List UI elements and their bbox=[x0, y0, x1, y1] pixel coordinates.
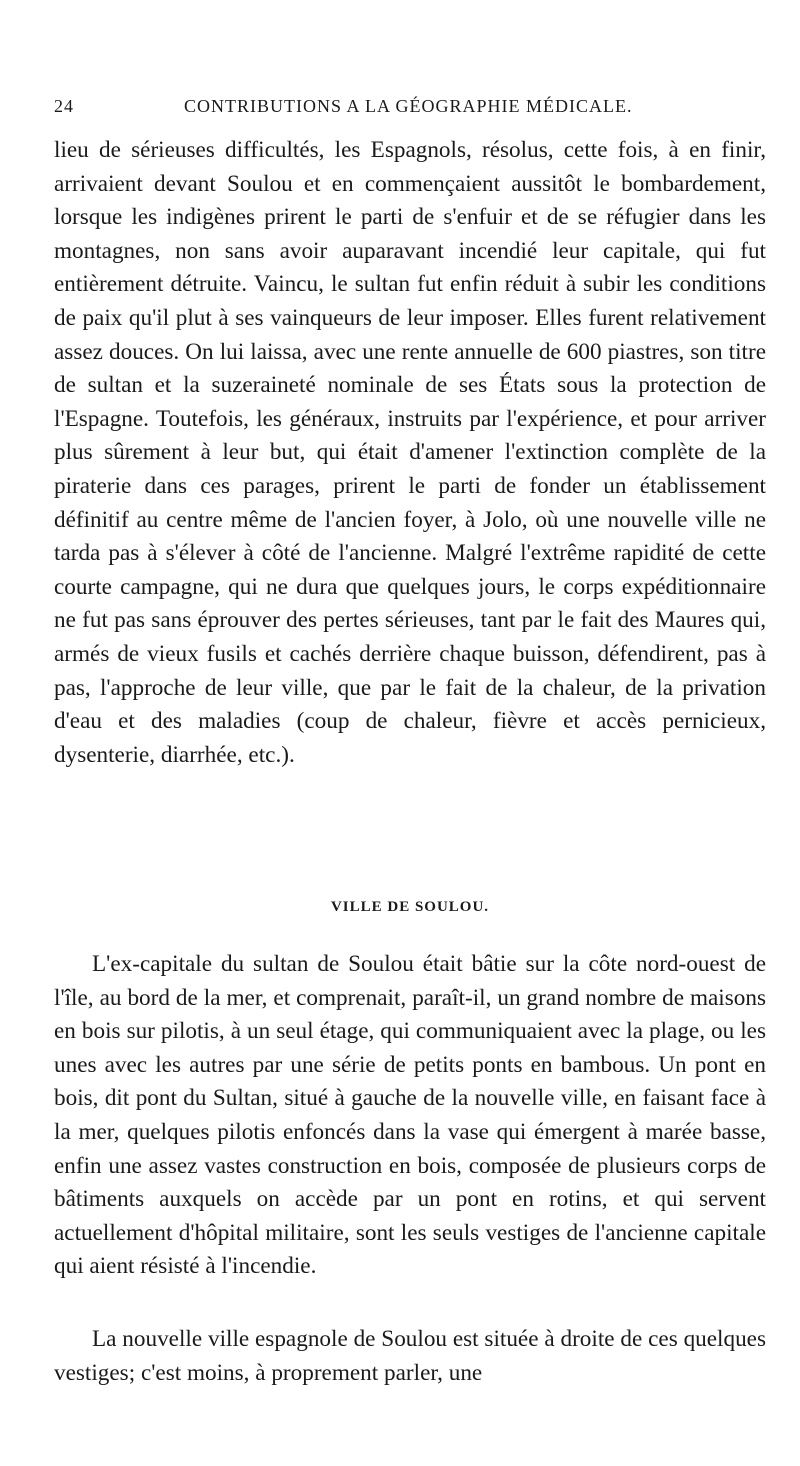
page-number: 24 bbox=[54, 96, 74, 116]
paragraph-continued: lieu de sérieuses difficultés, les Espagnols, résolus, cette fois, à en finir, arrivaient devant Soulou et en commençaient aussitôt le bombardement, lorsque les indigènes prirent le parti de s'enfuir et de se réfugier dans les montagnes, non sans avoir auparavant incendié leur capitale, qui fut entièrement détruite. Vaincu, le sultan fut enfin réduit à subir les conditions de paix qu'il plut à ses vainqueurs de leur imposer. Elles furent relativement assez douces. On lui laissa, avec une rente annuelle de 600 piastres, son titre de sultan et la suzeraineté nominale de ses États sous la protection de l'Espagne. Toutefois, les généraux, instruits par l'expérience, et pour arriver plus sûrement à leur but, qui était d'amener l'extinction complète de la piraterie dans ces parages, prirent le parti de fonder un établissement définitif au centre même de l'ancien foyer, à Jolo, où une nouvelle ville ne tarda pas à s'élever à côté de l'ancienne. Malgré l'extrême rapidité de cette courte campagne, qui ne dura que quelques jours, le corps expéditionnaire ne fut pas sans éprouver des pertes sérieuses, tant par le fait des Maures qui, armés de vieux fusils et cachés derrière chaque buisson, défendirent, pas à pas, l'approche de leur ville, que par le fait de la chaleur, de la privation d'eau et des maladies (coup de chaleur, fièvre et accès pernicieux, dysenterie, diarrhée, etc.). bbox=[54, 137, 766, 768]
book-page bbox=[54, 0, 766, 1466]
page-header bbox=[54, 96, 766, 128]
paragraph-nouvelle-ville: La nouvelle ville espagnole de Soulou est située à droite de ces quelques vestiges; c'est moins, à proprement parler, une bbox=[54, 1326, 766, 1386]
section-heading: VILLE DE SOULOU. bbox=[330, 899, 490, 915]
paragraph-ex-capitale: L'ex-capitale du sultan de Soulou était bâtie sur la côte nord-ouest de l'île, au bord de la mer, et comprenait, paraît-il, un grand nombre de maisons en bois sur pilotis, à un seul étage, qui communiquaient avec la plage, ou les unes avec les autres par une série de petits ponts en bambous. Un pont en bois, dit pont du Sultan, situé à gauche de la nouvelle ville, en faisant face à la mer, quelques pilotis enfoncés dans la vase qui émergent à marée basse, enfin une assez vastes construction en bois, composée de plusieurs corps de bâtiments auxquels on accède par un pont en rotins, et qui servent actuellement d'hôpital militaire, sont les seuls vestiges de l'ancienne capitale qui aient résisté à l'incendie. bbox=[54, 951, 766, 1280]
running-title: CONTRIBUTIONS A LA GÉOGRAPHIE MÉDICALE. bbox=[184, 96, 633, 116]
